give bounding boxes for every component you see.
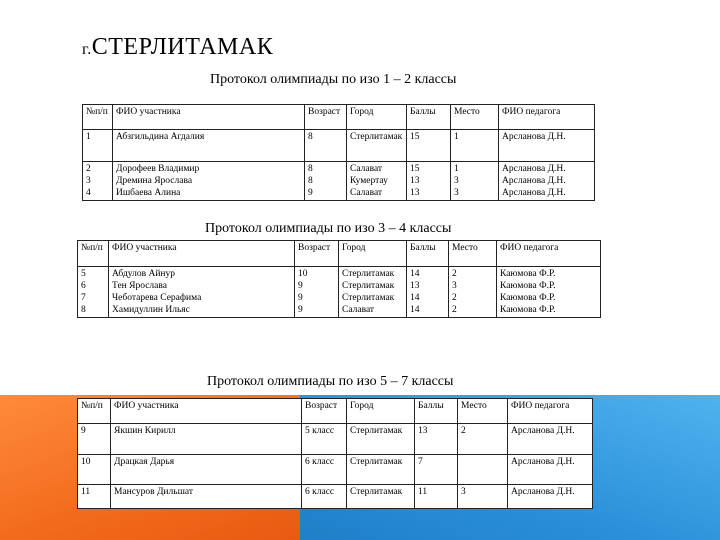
table-row-group [78, 267, 601, 318]
header-cell: Город [347, 399, 415, 424]
page-title [82, 34, 273, 61]
cell-name: Абзгильдина Агдалия [113, 130, 305, 162]
cell-number: 4 [86, 188, 91, 198]
cell-city: Стерлитамак [347, 130, 407, 162]
cell-name: Чеботарева Серафима [112, 293, 202, 303]
table-header-row [83, 105, 595, 130]
cell-city: Стерлитамак [342, 293, 395, 303]
cell-city: Салават [350, 188, 383, 198]
cell-number: 6 [81, 281, 86, 291]
header-cell: Баллы [415, 399, 458, 424]
cell-city: Салават [350, 164, 383, 174]
table-header-row [78, 241, 601, 267]
cell-score: 14 [410, 269, 420, 279]
cell-age: 10 [298, 269, 308, 279]
cell-number: 10 [78, 455, 111, 485]
cell-teacher: Арсланова Д.Н. [502, 188, 566, 198]
cell-age: 9 [298, 293, 303, 303]
cell-name: Ишбаева Алина [116, 188, 181, 198]
header-cell: ФИО участника [111, 399, 302, 424]
title-city: СТЕРЛИТАМАК [91, 34, 274, 60]
header-cell: ФИО участника [113, 105, 305, 130]
section-heading-2: Протокол олимпиады по изо 3 – 4 классы [205, 221, 452, 236]
title-prefix: г. [82, 41, 92, 58]
header-cell: ФИО педагога [497, 241, 601, 267]
cell-teacher: Арсланова Д.Н. [508, 455, 593, 485]
cell-city: Кумертау [350, 176, 388, 186]
cell-number: 7 [81, 293, 86, 303]
cell-age: 8 [308, 164, 313, 174]
header-cell: ФИО педагога [508, 399, 593, 424]
cell-age: 6 класс [302, 485, 347, 509]
header-cell: №п/п [78, 399, 111, 424]
table-row [78, 455, 593, 485]
cell-place: 2 [452, 269, 457, 279]
protocol-table-1 [82, 104, 595, 201]
cell-age: 9 [308, 188, 313, 198]
cell-number: 11 [78, 485, 111, 509]
header-cell: ФИО участника [109, 241, 295, 267]
protocol-table-3 [77, 398, 593, 509]
cell-place [458, 455, 508, 485]
cell-number: 9 [78, 424, 111, 455]
section-heading-3: Протокол олимпиады по изо 5 – 7 классы [207, 374, 454, 389]
cell-number: 2 [86, 164, 91, 174]
cell-teacher: Арсланова Д.Н. [502, 164, 566, 174]
header-cell: Место [458, 399, 508, 424]
header-cell: Возраст [302, 399, 347, 424]
header-cell: Место [451, 105, 499, 130]
header-cell: Возраст [305, 105, 347, 130]
cell-city: Стерлитамак [342, 269, 395, 279]
cell-name: Абдулов Айнур [112, 269, 176, 279]
cell-place: 3 [452, 281, 457, 291]
cell-age: 8 [305, 130, 347, 162]
cell-name: Драцкая Дарья [111, 455, 302, 485]
cell-name: Дремина Ярослава [116, 176, 193, 186]
table-header-row [78, 399, 593, 424]
header-cell: Баллы [407, 105, 451, 130]
cell-teacher: Арсланова Д.Н. [508, 485, 593, 509]
cell-name: Хамидуллин Ильяс [112, 305, 190, 315]
cell-place: 2 [452, 293, 457, 303]
cell-city: Стерлитамак [342, 281, 395, 291]
cell-place: 1 [454, 164, 459, 174]
header-cell: Баллы [407, 241, 449, 267]
section-heading-1: Протокол олимпиады по изо 1 – 2 классы [210, 72, 457, 87]
cell-score: 15 [410, 164, 420, 174]
cell-teacher: Арсланова Д.Н. [508, 424, 593, 455]
cell-number: 8 [81, 305, 86, 315]
cell-score: 14 [410, 305, 420, 315]
cell-name: Дорофеев Владимир [116, 164, 200, 174]
cell-score: 15 [407, 130, 451, 162]
cell-score: 13 [410, 281, 420, 291]
cell-score: 13 [415, 424, 458, 455]
header-cell: Возраст [295, 241, 339, 267]
cell-name: Якшин Кирилл [111, 424, 302, 455]
protocol-table-2 [77, 240, 601, 318]
cell-number: 3 [86, 176, 91, 186]
cell-age: 9 [298, 305, 303, 315]
cell-city: Салават [342, 305, 375, 315]
cell-city: Стерлитамак [347, 485, 415, 509]
cell-teacher: Каюмова Ф.Р. [500, 305, 556, 315]
cell-place: 2 [452, 305, 457, 315]
cell-teacher: Каюмова Ф.Р. [500, 269, 556, 279]
header-cell: Место [449, 241, 497, 267]
cell-place: 3 [458, 485, 508, 509]
table-row [78, 485, 593, 509]
table-row [78, 424, 593, 455]
header-cell: Город [339, 241, 407, 267]
cell-score: 13 [410, 188, 420, 198]
cell-teacher: Арсланова Д.Н. [499, 130, 595, 162]
cell-teacher: Каюмова Ф.Р. [500, 293, 556, 303]
cell-score: 7 [415, 455, 458, 485]
cell-place: 3 [454, 176, 459, 186]
cell-place: 2 [458, 424, 508, 455]
cell-teacher: Каюмова Ф.Р. [500, 281, 556, 291]
cell-score: 11 [415, 485, 458, 509]
table-row [83, 130, 595, 162]
cell-age: 8 [308, 176, 313, 186]
cell-age: 5 класс [302, 424, 347, 455]
cell-score: 14 [410, 293, 420, 303]
header-cell: ФИО педагога [499, 105, 595, 130]
cell-city: Стерлитамак [347, 455, 415, 485]
table-row-group [83, 162, 595, 201]
cell-score: 13 [410, 176, 420, 186]
cell-age: 9 [298, 281, 303, 291]
cell-age: 6 класс [302, 455, 347, 485]
cell-teacher: Арсланова Д.Н. [502, 176, 566, 186]
cell-city: Стерлитамак [347, 424, 415, 455]
cell-name: Тен Ярослава [112, 281, 167, 291]
cell-number: 1 [83, 130, 113, 162]
header-cell: №п/п [83, 105, 113, 130]
header-cell: Город [347, 105, 407, 130]
header-cell: №п/п [78, 241, 109, 267]
cell-number: 5 [81, 269, 86, 279]
cell-place: 3 [454, 188, 459, 198]
cell-name: Мансуров Дильшат [111, 485, 302, 509]
cell-place: 1 [451, 130, 499, 162]
